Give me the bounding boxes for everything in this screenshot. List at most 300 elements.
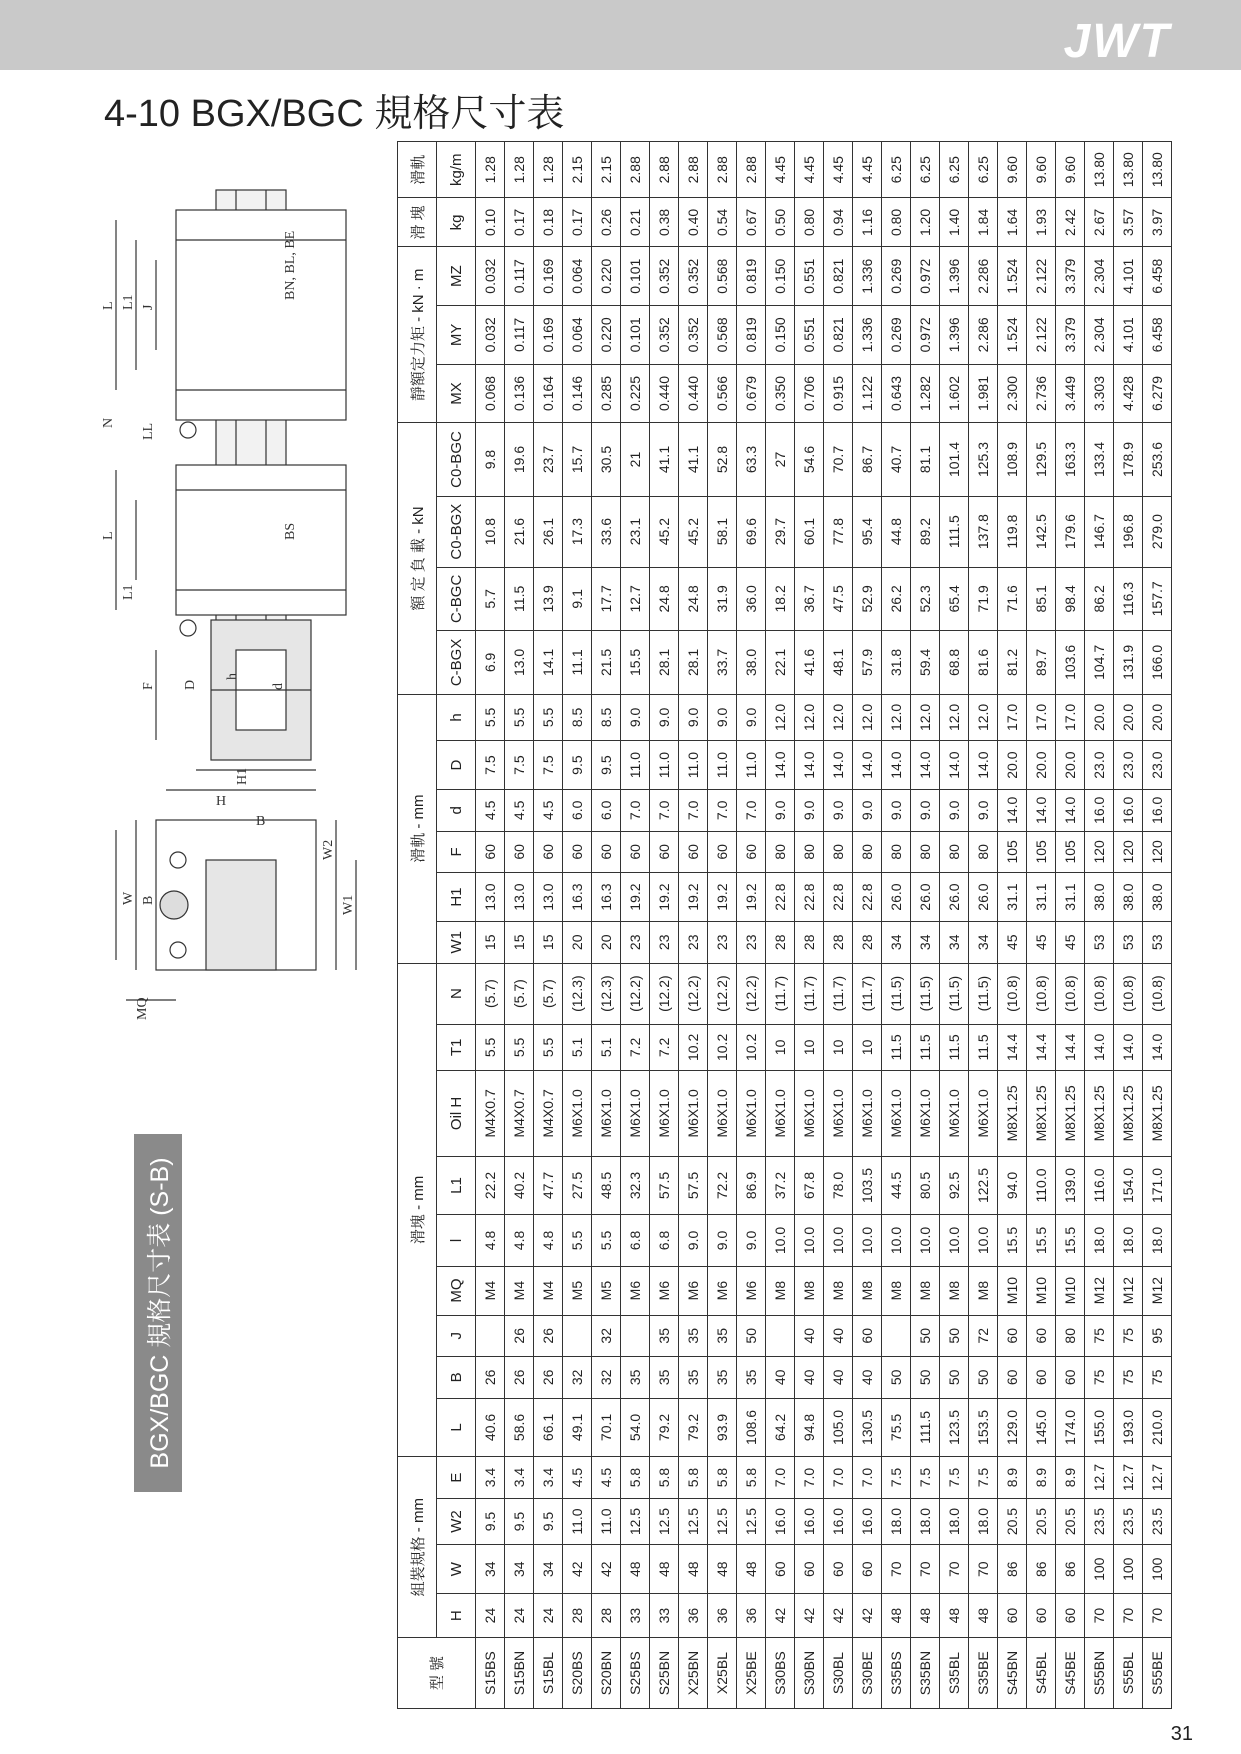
table-cell: 9.0: [795, 790, 824, 832]
table-cell: 5.5: [563, 1215, 592, 1266]
table-cell: 100: [1085, 1545, 1114, 1594]
table-cell: 4.101: [1114, 306, 1143, 365]
table-cell: 0.643: [882, 364, 911, 423]
table-cell: 2.304: [1085, 306, 1114, 365]
table-cell: 6.8: [650, 1215, 679, 1266]
table-cell: 6.25: [882, 142, 911, 198]
table-cell: 3.57: [1114, 198, 1143, 247]
table-cell: 35: [679, 1315, 708, 1357]
table-cell: 50: [911, 1357, 940, 1399]
col-header: MQ: [437, 1266, 476, 1315]
table-cell: 11.0: [737, 741, 766, 790]
table-cell: 18.2: [766, 567, 795, 631]
table-cell: 75: [1114, 1357, 1143, 1399]
table-row: [650, 142, 679, 1709]
table-cell: 3.303: [1085, 364, 1114, 423]
table-cell: 45.2: [650, 496, 679, 567]
table-cell: 0.164: [534, 364, 563, 423]
table-cell: 10.0: [969, 1215, 998, 1266]
table-cell: 6.25: [911, 142, 940, 198]
table-row: [911, 142, 940, 1709]
table-cell: 11.5: [911, 1024, 940, 1070]
table-cell: 29.7: [766, 496, 795, 567]
table-cell: 23.1: [621, 496, 650, 567]
table-cell: 47.7: [534, 1156, 563, 1215]
table-cell: (12.2): [737, 963, 766, 1024]
table-cell: 10.2: [679, 1024, 708, 1070]
table-cell: M4: [534, 1266, 563, 1315]
col-header: W: [437, 1545, 476, 1594]
table-cell: 26.0: [969, 873, 998, 922]
table-cell: 2.300: [998, 364, 1027, 423]
table-cell: 116.0: [1085, 1156, 1114, 1215]
drawing-label-d-big: D: [183, 679, 198, 690]
table-cell: 45.2: [679, 496, 708, 567]
table-cell: 48: [621, 1545, 650, 1594]
table-cell: 75: [1143, 1357, 1172, 1399]
table-cell: 10.2: [737, 1024, 766, 1070]
table-cell: 70.1: [592, 1398, 621, 1457]
table-cell: 57.9: [853, 631, 882, 695]
model-cell: S55BE: [1143, 1638, 1172, 1709]
table-cell: 0.068: [476, 364, 505, 423]
table-cell: M6X1.0: [563, 1071, 592, 1157]
table-cell: 2.42: [1056, 198, 1085, 247]
table-cell: M4X0.7: [505, 1071, 534, 1157]
table-cell: 26: [534, 1315, 563, 1357]
table-cell: (10.8): [998, 963, 1027, 1024]
table-cell: 48.1: [824, 631, 853, 695]
col-header: H1: [437, 873, 476, 922]
table-cell: 21: [621, 423, 650, 496]
table-cell: 36: [708, 1594, 737, 1638]
table-cell: 9.60: [1027, 142, 1056, 198]
table-cell: 4.8: [534, 1215, 563, 1266]
table-cell: M6X1.0: [882, 1071, 911, 1157]
table-cell: 9.0: [737, 1215, 766, 1266]
table-cell: 13.80: [1143, 142, 1172, 198]
table-cell: M8X1.25: [1027, 1071, 1056, 1157]
table-cell: 10.0: [853, 1215, 882, 1266]
table-cell: 129.5: [1027, 423, 1056, 496]
table-cell: 33: [650, 1594, 679, 1638]
table-cell: 24: [534, 1594, 563, 1638]
col-header: C-BGC: [437, 567, 476, 631]
table-cell: 1.524: [998, 306, 1027, 365]
table-cell: 15.5: [998, 1215, 1027, 1266]
table-cell: 60: [1027, 1315, 1056, 1357]
col-header: d: [437, 790, 476, 832]
table-cell: 15.5: [1027, 1215, 1056, 1266]
table-cell: 48: [679, 1545, 708, 1594]
table-cell: 5.1: [563, 1024, 592, 1070]
table-cell: 42: [824, 1594, 853, 1638]
table-cell: 16.0: [1143, 790, 1172, 832]
table-cell: 153.5: [969, 1398, 998, 1457]
table-cell: 60: [998, 1357, 1027, 1399]
table-cell: 57.5: [679, 1156, 708, 1215]
drawing-label-w: W: [121, 891, 136, 905]
table-cell: 34: [534, 1545, 563, 1594]
table-cell: 8.9: [1056, 1457, 1085, 1499]
table-cell: 0.350: [766, 364, 795, 423]
table-cell: 105: [1027, 831, 1056, 873]
table-row: [940, 142, 969, 1709]
table-cell: 0.352: [679, 306, 708, 365]
table-cell: 17.0: [998, 694, 1027, 741]
table-cell: 2.88: [737, 142, 766, 198]
table-cell: 7.0: [766, 1457, 795, 1499]
table-cell: 33.6: [592, 496, 621, 567]
table-row: [737, 142, 766, 1709]
table-cell: 19.2: [679, 873, 708, 922]
table-cell: 1.28: [476, 142, 505, 198]
table-cell: 5.5: [476, 1024, 505, 1070]
table-cell: 179.6: [1056, 496, 1085, 567]
table-cell: 34: [911, 922, 940, 964]
table-cell: 131.9: [1114, 631, 1143, 695]
table-cell: M6X1.0: [708, 1071, 737, 1157]
table-cell: M8: [882, 1266, 911, 1315]
table-cell: 10: [853, 1024, 882, 1070]
table-cell: 2.88: [650, 142, 679, 198]
table-cell: 63.3: [737, 423, 766, 496]
table-cell: 80: [853, 831, 882, 873]
table-cell: 0.21: [621, 198, 650, 247]
col-header: B: [437, 1357, 476, 1399]
group-header-load: 額 定 負 載 - kN: [398, 423, 437, 694]
table-cell: 14.0: [1143, 1024, 1172, 1070]
col-header: T1: [437, 1024, 476, 1070]
table-cell: 9.0: [650, 694, 679, 741]
table-cell: 12.0: [766, 694, 795, 741]
table-cell: 40: [853, 1357, 882, 1399]
table-cell: 7.5: [940, 1457, 969, 1499]
table-cell: 17.3: [563, 496, 592, 567]
table-cell: 70: [940, 1545, 969, 1594]
table-cell: [766, 1315, 795, 1357]
table-cell: M10: [1027, 1266, 1056, 1315]
table-cell: 14.0: [940, 741, 969, 790]
table-cell: 8.5: [563, 694, 592, 741]
model-cell: S20BN: [592, 1638, 621, 1709]
table-cell: 12.0: [940, 694, 969, 741]
table-cell: 16.0: [853, 1498, 882, 1544]
table-cell: 42: [795, 1594, 824, 1638]
table-cell: 60: [505, 831, 534, 873]
table-cell: 89.2: [911, 496, 940, 567]
table-cell: 155.0: [1085, 1398, 1114, 1457]
table-cell: 36: [679, 1594, 708, 1638]
table-cell: 6.0: [592, 790, 621, 832]
table-cell: M10: [998, 1266, 1027, 1315]
table-cell: 60: [621, 831, 650, 873]
table-cell: 36.7: [795, 567, 824, 631]
table-cell: 35: [679, 1357, 708, 1399]
table-cell: 0.38: [650, 198, 679, 247]
model-cell: S30BL: [824, 1638, 853, 1709]
table-cell: 23.0: [1085, 741, 1114, 790]
table-cell: 13.80: [1085, 142, 1114, 198]
table-cell: 50: [940, 1315, 969, 1357]
table-cell: 22.8: [824, 873, 853, 922]
table-cell: 9.0: [679, 694, 708, 741]
table-cell: 36: [737, 1594, 766, 1638]
table-cell: (12.3): [592, 963, 621, 1024]
table-row: [1056, 142, 1085, 1709]
drawing-label-bn: BN, BL, BE: [283, 230, 298, 300]
table-cell: 2.304: [1085, 247, 1114, 306]
table-cell: 5.8: [650, 1457, 679, 1499]
table-cell: 7.0: [824, 1457, 853, 1499]
table-cell: (12.2): [650, 963, 679, 1024]
drawing-label-h1: H1: [235, 767, 250, 785]
table-cell: 7.2: [650, 1024, 679, 1070]
table-cell: 1.28: [534, 142, 563, 198]
table-cell: 50: [737, 1315, 766, 1357]
table-cell: 4.8: [505, 1215, 534, 1266]
model-cell: S30BE: [853, 1638, 882, 1709]
col-header: l: [437, 1215, 476, 1266]
col-header: N: [437, 963, 476, 1024]
drawing-label-l1-2: L1: [121, 584, 136, 600]
drawing-label-h: h: [225, 673, 240, 680]
model-cell: S15BS: [476, 1638, 505, 1709]
table-cell: 6.458: [1143, 247, 1172, 306]
model-cell: S45BL: [1027, 1638, 1056, 1709]
table-cell: 10.0: [882, 1215, 911, 1266]
table-cell: 28: [766, 922, 795, 964]
drawing-label-b2: B: [141, 895, 156, 905]
col-header: MY: [437, 306, 476, 365]
table-cell: 0.819: [737, 306, 766, 365]
table-cell: 1.336: [853, 247, 882, 306]
table-cell: 92.5: [940, 1156, 969, 1215]
table-cell: 94.0: [998, 1156, 1027, 1215]
drawing-label-f: F: [141, 682, 156, 690]
table-cell: 4.5: [505, 790, 534, 832]
table-cell: (11.7): [766, 963, 795, 1024]
table-cell: 14.0: [795, 741, 824, 790]
table-cell: 13.80: [1114, 142, 1143, 198]
drawing-label-j: J: [141, 304, 156, 310]
table-cell: 48: [650, 1545, 679, 1594]
table-cell: 15.7: [563, 423, 592, 496]
table-cell: 0.551: [795, 306, 824, 365]
model-cell: S30BS: [766, 1638, 795, 1709]
table-cell: 9.0: [969, 790, 998, 832]
table-row: [708, 142, 737, 1709]
table-cell: 5.1: [592, 1024, 621, 1070]
col-header: E: [437, 1457, 476, 1499]
table-cell: 146.7: [1085, 496, 1114, 567]
table-cell: M6X1.0: [679, 1071, 708, 1157]
table-cell: M6: [621, 1266, 650, 1315]
page-number: 31: [1170, 1723, 1193, 1745]
table-cell: M6X1.0: [766, 1071, 795, 1157]
table-cell: 86.7: [853, 423, 882, 496]
table-cell: 11.0: [592, 1498, 621, 1544]
table-cell: M6: [737, 1266, 766, 1315]
table-cell: 81.6: [969, 631, 998, 695]
table-cell: 10: [795, 1024, 824, 1070]
table-cell: 35: [708, 1357, 737, 1399]
table-cell: 7.5: [969, 1457, 998, 1499]
table-cell: 5.5: [505, 1024, 534, 1070]
table-cell: 0.17: [505, 198, 534, 247]
table-cell: 108.6: [737, 1398, 766, 1457]
table-cell: 70.7: [824, 423, 853, 496]
table-cell: 139.0: [1056, 1156, 1085, 1215]
table-cell: 52.9: [853, 567, 882, 631]
table-cell: 60: [476, 831, 505, 873]
col-header: F: [437, 831, 476, 873]
table-cell: 178.9: [1114, 423, 1143, 496]
table-cell: 5.5: [592, 1215, 621, 1266]
table-cell: 1.602: [940, 364, 969, 423]
table-cell: 48: [882, 1594, 911, 1638]
table-cell: 0.117: [505, 306, 534, 365]
table-cell: 10.2: [708, 1024, 737, 1070]
table-cell: 19.2: [650, 873, 679, 922]
table-cell: M6: [679, 1266, 708, 1315]
table-cell: M10: [1056, 1266, 1085, 1315]
table-cell: 125.3: [969, 423, 998, 496]
table-cell: 23.0: [1114, 741, 1143, 790]
table-cell: M6: [708, 1266, 737, 1315]
table-cell: 0.101: [621, 306, 650, 365]
group-header-block: 滑塊 - mm: [398, 963, 437, 1457]
table-cell: M8X1.25: [998, 1071, 1027, 1157]
table-cell: 0.101: [621, 247, 650, 306]
table-cell: 15: [505, 922, 534, 964]
table-cell: 13.0: [505, 631, 534, 695]
table-cell: 42: [766, 1594, 795, 1638]
table-row: [998, 142, 1027, 1709]
table-cell: 20.0: [1143, 694, 1172, 741]
table-row: [824, 142, 853, 1709]
table-cell: M6X1.0: [650, 1071, 679, 1157]
table-cell: 11.0: [708, 741, 737, 790]
table-cell: M5: [592, 1266, 621, 1315]
table-cell: 120: [1143, 831, 1172, 873]
table-cell: 1.524: [998, 247, 1027, 306]
table-cell: 48: [911, 1594, 940, 1638]
table-cell: 77.8: [824, 496, 853, 567]
table-cell: 11.0: [679, 741, 708, 790]
table-cell: 105.0: [824, 1398, 853, 1457]
table-cell: 18.0: [882, 1498, 911, 1544]
table-cell: 2.15: [592, 142, 621, 198]
table-cell: 60: [679, 831, 708, 873]
table-cell: (11.7): [795, 963, 824, 1024]
table-cell: 31.1: [1027, 873, 1056, 922]
table-cell: 41.6: [795, 631, 824, 695]
table-cell: 0.169: [534, 306, 563, 365]
table-cell: 5.8: [737, 1457, 766, 1499]
table-cell: 26: [505, 1315, 534, 1357]
table-cell: (11.5): [969, 963, 998, 1024]
table-cell: 40: [795, 1315, 824, 1357]
table-cell: 33: [621, 1594, 650, 1638]
table-cell: 9.0: [708, 1215, 737, 1266]
table-cell: 14.0: [824, 741, 853, 790]
drawing-label-b: B: [256, 814, 266, 829]
table-row: [853, 142, 882, 1709]
table-cell: 28: [795, 922, 824, 964]
table-cell: 1.981: [969, 364, 998, 423]
table-cell: 60: [853, 1545, 882, 1594]
table-cell: 0.169: [534, 247, 563, 306]
table-cell: 54.0: [621, 1398, 650, 1457]
table-cell: 9.5: [592, 741, 621, 790]
table-cell: 0.50: [766, 198, 795, 247]
table-cell: 26: [534, 1357, 563, 1399]
table-cell: 0.032: [476, 306, 505, 365]
table-cell: 123.5: [940, 1398, 969, 1457]
table-cell: 1.64: [998, 198, 1027, 247]
table-cell: 0.220: [592, 247, 621, 306]
table-cell: 12.7: [621, 567, 650, 631]
table-cell: 16.3: [592, 873, 621, 922]
table-cell: 0.18: [534, 198, 563, 247]
table-cell: 19.2: [621, 873, 650, 922]
table-cell: 60: [1027, 1594, 1056, 1638]
table-cell: 0.150: [766, 306, 795, 365]
table-cell: 9.0: [853, 790, 882, 832]
table-cell: (5.7): [476, 963, 505, 1024]
table-cell: 22.1: [766, 631, 795, 695]
table-cell: 10.0: [940, 1215, 969, 1266]
table-cell: [476, 1315, 505, 1357]
table-cell: 86: [998, 1545, 1027, 1594]
table-cell: 15: [534, 922, 563, 964]
table-row: [505, 142, 534, 1709]
table-cell: (10.8): [1114, 963, 1143, 1024]
table-cell: 0.352: [679, 247, 708, 306]
table-cell: 26.2: [882, 567, 911, 631]
table-cell: 53: [1114, 922, 1143, 964]
table-cell: M5: [563, 1266, 592, 1315]
table-cell: 5.5: [476, 694, 505, 741]
table-cell: (10.8): [1085, 963, 1114, 1024]
table-cell: M6X1.0: [737, 1071, 766, 1157]
table-cell: 50: [911, 1315, 940, 1357]
table-row: [563, 142, 592, 1709]
table-cell: 9.60: [1056, 142, 1085, 198]
table-cell: 4.45: [853, 142, 882, 198]
table-cell: 7.0: [621, 790, 650, 832]
table-cell: 6.0: [563, 790, 592, 832]
table-cell: 80: [911, 831, 940, 873]
col-header: MZ: [437, 247, 476, 306]
table-cell: 66.1: [534, 1398, 563, 1457]
table-cell: 9.0: [911, 790, 940, 832]
table-cell: 0.40: [679, 198, 708, 247]
table-cell: 2.122: [1027, 306, 1056, 365]
col-header: MX: [437, 364, 476, 423]
table-cell: 0.225: [621, 364, 650, 423]
table-cell: 18.0: [1143, 1215, 1172, 1266]
table-cell: 19.6: [505, 423, 534, 496]
drawing-label-n: N: [101, 417, 116, 428]
table-cell: 24: [476, 1594, 505, 1638]
table-cell: 2.67: [1085, 198, 1114, 247]
table-cell: 40: [824, 1315, 853, 1357]
table-cell: 11.5: [940, 1024, 969, 1070]
table-cell: 7.5: [882, 1457, 911, 1499]
table-cell: M8: [911, 1266, 940, 1315]
